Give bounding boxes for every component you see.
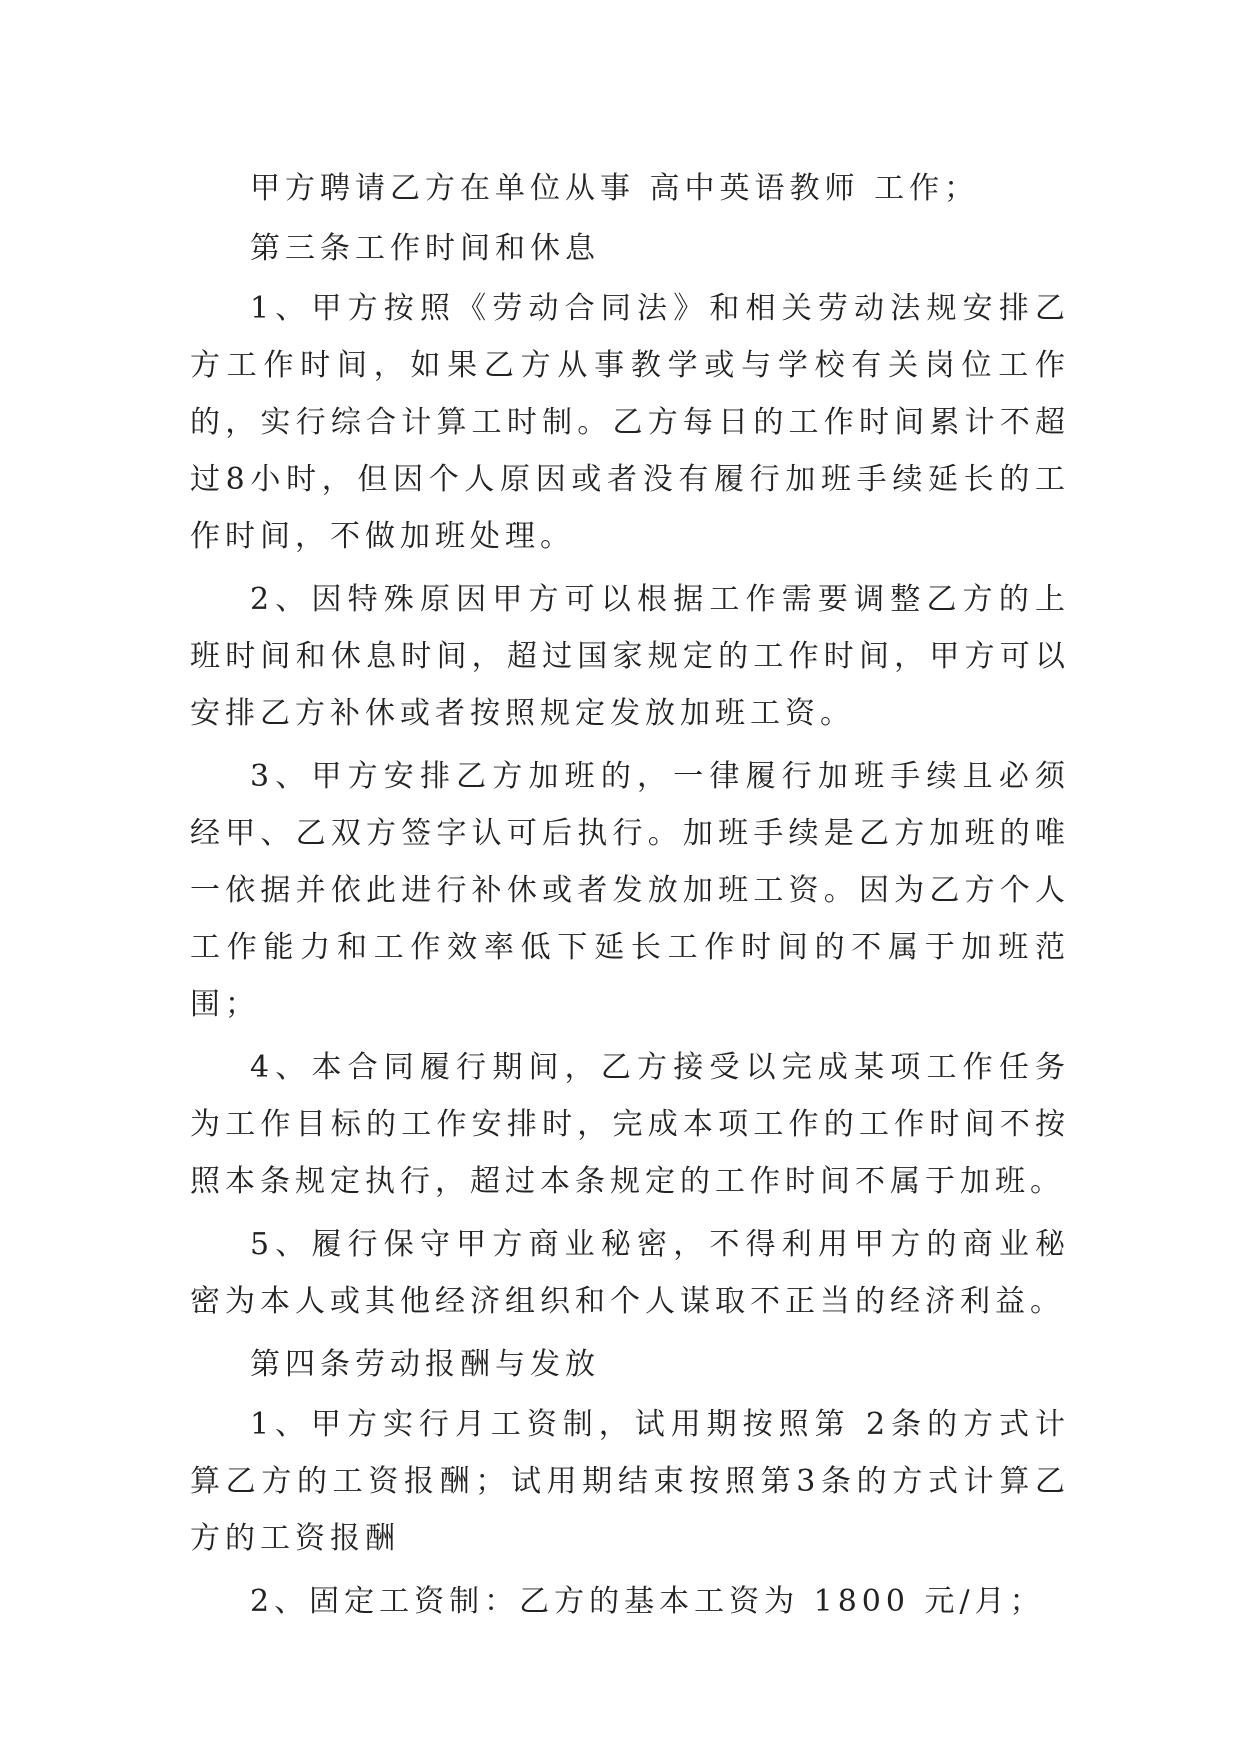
section-heading-work-hours: 第三条工作时间和休息 bbox=[250, 231, 600, 266]
paragraph-work-hours-1: 1、甲方按照《劳动合同法》和相关劳动法规安排乙方工作时间，如果乙方从事教学或与学校有关岗位工作的，实行综合计算工时制。乙方每日的工作时间累计不超过8小时，但因个人原因或者没有履行加班手续延长的工作时间，不做加班处理。 bbox=[190, 291, 1070, 554]
paragraph-job-position: 甲方聘请乙方在单位从事 高中英语教师 工作； bbox=[250, 171, 980, 206]
paragraph-work-hours-3: 3、甲方安排乙方加班的，一律履行加班手续且必须经甲、乙双方签字认可后执行。加班手续是乙方加班的唯一依据并依此进行补休或者发放加班工资。因为乙方个人工作能力和工作效率低下延长工作时间的不属于加班范围； bbox=[190, 759, 1070, 1022]
paragraph-work-hours-2: 2、因特殊原因甲方可以根据工作需要调整乙方的上班时间和休息时间，超过国家规定的工作时间，甲方可以安排乙方补休或者按照规定发放加班工资。 bbox=[190, 582, 1070, 731]
paragraph-remuneration-1: 1、甲方实行月工资制，试用期按照第 2条的方式计算乙方的工资报酬；试用期结束按照第3条的方式计算乙方的工资报酬 bbox=[190, 1407, 1070, 1556]
paragraph-work-hours-5: 5、履行保守甲方商业秘密，不得利用甲方的商业秘密为本人或其他经济组织和个人谋取不正当的经济利益。 bbox=[190, 1227, 1070, 1319]
paragraph-remuneration-2: 2、固定工资制：乙方的基本工资为 1800 元/月； bbox=[250, 1584, 1045, 1619]
paragraph-work-hours-4: 4、本合同履行期间，乙方接受以完成某项工作任务为工作目标的工作安排时，完成本项工作的工作时间不按照本条规定执行，超过本条规定的工作时间不属于加班。 bbox=[190, 1050, 1070, 1199]
section-heading-remuneration: 第四条劳动报酬与发放 bbox=[250, 1347, 600, 1382]
document-body bbox=[190, 160, 1070, 1636]
